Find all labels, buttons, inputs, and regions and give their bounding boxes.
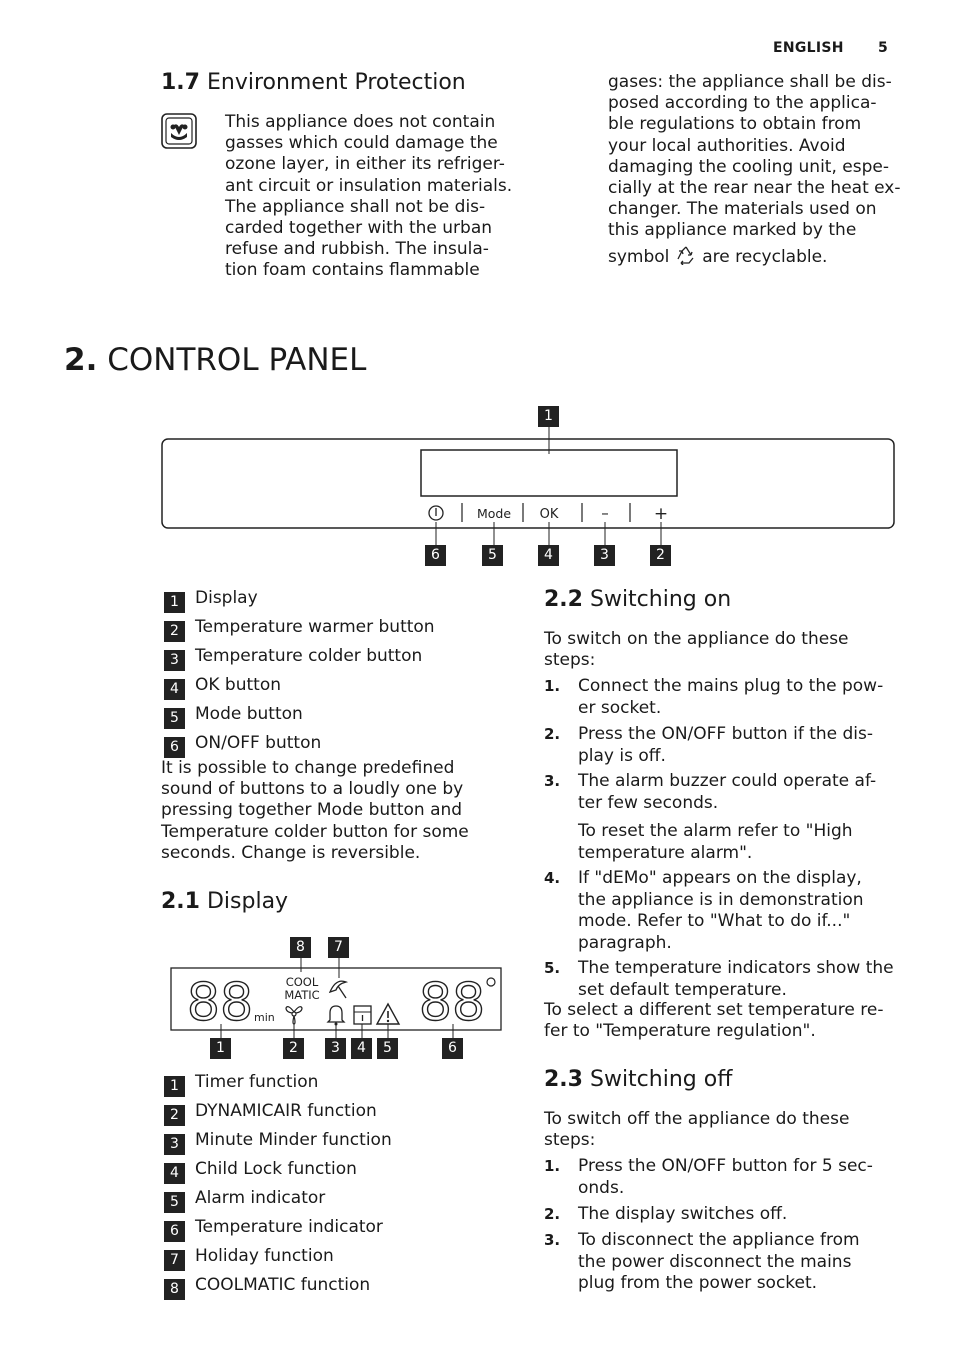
section-1-7-heading	[161, 70, 466, 95]
section-number: 1.7	[161, 70, 200, 95]
text-line: onds.	[578, 1177, 625, 1198]
text-line: the appliance is in demonstration	[578, 889, 864, 910]
text-line: tion foam contains flammable	[225, 260, 480, 281]
section-number: 2.3	[544, 1067, 583, 1092]
legend-badge: 5	[164, 1192, 185, 1213]
text-line: set default temperature.	[578, 979, 787, 1000]
legend-badge: 6	[164, 737, 185, 758]
section-title: Display	[206, 889, 289, 914]
legend-label: Timer function	[195, 1072, 319, 1092]
text-line: cially at the rear near the heat ex-	[608, 178, 901, 199]
callout-badge: 1	[538, 406, 559, 427]
plus-button-label: +	[653, 504, 669, 524]
legend-badge: 4	[164, 679, 185, 700]
switching-off-intro	[544, 1109, 914, 1151]
section-number: 2.	[64, 342, 98, 378]
environment-icon	[161, 113, 197, 149]
switching-on-outro	[544, 1000, 914, 1042]
text-line: paragraph.	[578, 932, 672, 953]
child-lock-icon	[354, 1006, 371, 1024]
text-line: ble regulations to obtain from	[608, 114, 862, 135]
section-number: 2.1	[161, 889, 200, 914]
text-line: Press the ON/OFF button if the dis-	[578, 724, 874, 744]
legend-badge: 3	[164, 1134, 185, 1155]
text-line: Connect the mains plug to the pow-	[578, 676, 884, 696]
switching-on-steps	[544, 676, 914, 1006]
callout-badge: 7	[328, 937, 349, 958]
callout-badge: 6	[442, 1038, 463, 1059]
text-line: ozone layer, in either its refriger-	[225, 154, 505, 175]
min-label: min	[254, 1011, 275, 1024]
legend-label: Minute Minder function	[195, 1130, 392, 1150]
switching-on-intro	[544, 629, 914, 671]
callout-badge: 4	[351, 1038, 372, 1059]
section-1-7-column-2	[608, 72, 908, 268]
section-2-2-heading	[544, 587, 731, 612]
step-number: 3.	[544, 772, 561, 790]
legend-label: Child Lock function	[195, 1159, 357, 1179]
temperature-digits: 88	[418, 973, 486, 1033]
callout-badge: 2	[650, 545, 671, 566]
display-legend	[164, 1072, 504, 1308]
callout-badge: 1	[210, 1038, 231, 1059]
header-language: ENGLISH	[773, 40, 844, 56]
legend-label: DYNAMICAIR function	[195, 1101, 377, 1121]
text-line: posed according to the applica-	[608, 93, 877, 114]
timer-digits: 88	[186, 973, 254, 1033]
text-line: seconds. Change is reversible.	[161, 842, 421, 863]
cool-label: COOL	[285, 975, 319, 989]
text-line: It is possible to change predefined	[161, 758, 455, 778]
section-number: 2.2	[544, 587, 583, 612]
callout-badge: 5	[377, 1038, 398, 1059]
section-title: Switching on	[589, 587, 732, 612]
section-title: Switching off	[589, 1067, 733, 1092]
text-fragment: symbol	[608, 246, 670, 267]
legend-badge: 2	[164, 621, 185, 642]
legend-label: Display	[195, 588, 258, 608]
section-title: Environment Protection	[206, 70, 466, 95]
callout-badge: 4	[538, 545, 559, 566]
section-2-3-heading	[544, 1067, 732, 1092]
legend-label: Holiday function	[195, 1246, 334, 1266]
panel-outline	[162, 439, 894, 528]
mode-button-label: Mode	[476, 506, 512, 521]
text-line: ant circuit or insulation materials.	[225, 175, 513, 196]
text-line: this appliance marked by the	[608, 220, 857, 241]
text-line: To switch on the appliance do these	[544, 629, 849, 649]
switching-off-steps	[544, 1156, 914, 1306]
text-line: the power disconnect the mains	[578, 1251, 852, 1272]
control-panel-diagram	[160, 404, 896, 574]
legend-label: Mode button	[195, 704, 303, 724]
minus-button-label: –	[601, 504, 609, 522]
section-2-1-heading	[161, 889, 288, 914]
text-line: To reset the alarm refer to "High	[578, 821, 853, 841]
text-line: The appliance shall not be dis-	[225, 196, 486, 217]
callout-badge: 3	[325, 1038, 346, 1059]
legend-badge: 3	[164, 650, 185, 671]
legend-label: OK button	[195, 675, 282, 695]
text-line: gasses which could damage the	[225, 133, 498, 154]
legend-badge: 4	[164, 1163, 185, 1184]
legend-badge: 1	[164, 1076, 185, 1097]
step-number: 1.	[544, 677, 561, 695]
text-line: mode. Refer to "What to do if..."	[578, 911, 851, 931]
step-number: 3.	[544, 1231, 561, 1249]
text-line: If "dEMo" appears on the display,	[578, 868, 862, 888]
text-line: steps:	[544, 650, 596, 671]
panel-note	[161, 758, 501, 864]
text-line: carded together with the urban	[225, 218, 493, 239]
holiday-icon	[330, 981, 346, 998]
legend-badge: 1	[164, 592, 185, 613]
degree-symbol	[487, 978, 495, 986]
panel-legend	[164, 588, 504, 758]
recycle-icon	[675, 245, 697, 265]
text-line: This appliance does not contain	[225, 112, 496, 132]
step-number: 2.	[544, 1205, 561, 1223]
text-line: play is off.	[578, 745, 666, 766]
callout-badge: 2	[283, 1038, 304, 1059]
callout-badge: 8	[290, 937, 311, 958]
legend-badge: 2	[164, 1105, 185, 1126]
text-line: temperature alarm".	[578, 842, 753, 863]
section-title: CONTROL PANEL	[107, 342, 367, 378]
alarm-icon	[377, 1004, 399, 1024]
bell-icon	[328, 1006, 344, 1026]
legend-badge: 5	[164, 708, 185, 729]
display-diagram	[168, 936, 504, 1064]
step-number: 4.	[544, 869, 561, 887]
text-line: fer to "Temperature regulation".	[544, 1021, 816, 1042]
legend-label: Temperature warmer button	[195, 617, 435, 637]
text-line: Temperature colder button for some	[161, 821, 469, 842]
legend-badge: 6	[164, 1221, 185, 1242]
dynamicair-icon	[286, 1007, 302, 1024]
text-line: plug from the power socket.	[578, 1273, 818, 1293]
legend-label: ON/OFF button	[195, 733, 322, 753]
callout-badge: 5	[482, 545, 503, 566]
legend-label: COOLMATIC function	[195, 1275, 371, 1295]
text-line: damaging the cooling unit, espe-	[608, 156, 889, 177]
text-line: Press the ON/OFF button for 5 sec-	[578, 1156, 873, 1176]
text-line: The temperature indicators show the	[578, 958, 894, 978]
text-line: your local authorities. Avoid	[608, 135, 846, 156]
text-line: pressing together Mode button and	[161, 800, 463, 821]
text-line: steps:	[544, 1130, 596, 1151]
text-line: To select a different set temperature re-	[544, 1000, 884, 1020]
legend-label: Temperature colder button	[195, 646, 423, 666]
legend-label: Alarm indicator	[195, 1188, 326, 1208]
text-line: The alarm buzzer could operate af-	[578, 771, 877, 791]
text-line: sound of buttons to a loudly one by	[161, 779, 464, 800]
display-window	[421, 450, 677, 496]
text-line: refuse and rubbish. The insula-	[225, 239, 489, 260]
text-fragment: are recyclable.	[702, 246, 828, 267]
matic-label: MATIC	[284, 988, 320, 1002]
step-number: 2.	[544, 725, 561, 743]
page-number: 5	[878, 40, 888, 56]
text-line: gases: the appliance shall be dis-	[608, 72, 892, 92]
text-line: The display switches off.	[578, 1204, 788, 1224]
legend-badge: 7	[164, 1250, 185, 1271]
ok-button-label: OK	[539, 507, 559, 522]
section-1-7-column-1	[225, 112, 515, 282]
step-number: 5.	[544, 959, 561, 977]
text-line: To switch off the appliance do these	[544, 1109, 850, 1129]
callout-badge: 3	[594, 545, 615, 566]
legend-badge: 8	[164, 1279, 185, 1300]
text-line: ter few seconds.	[578, 792, 719, 813]
legend-label: Temperature indicator	[195, 1217, 383, 1237]
text-line: er socket.	[578, 697, 662, 718]
step-number: 1.	[544, 1157, 561, 1175]
text-line: changer. The materials used on	[608, 199, 877, 220]
section-2-heading	[64, 342, 366, 378]
text-line-with-symbol	[608, 245, 908, 268]
control-panel-svg	[160, 404, 896, 574]
callout-badge: 6	[425, 545, 446, 566]
text-line: To disconnect the appliance from	[578, 1230, 860, 1250]
